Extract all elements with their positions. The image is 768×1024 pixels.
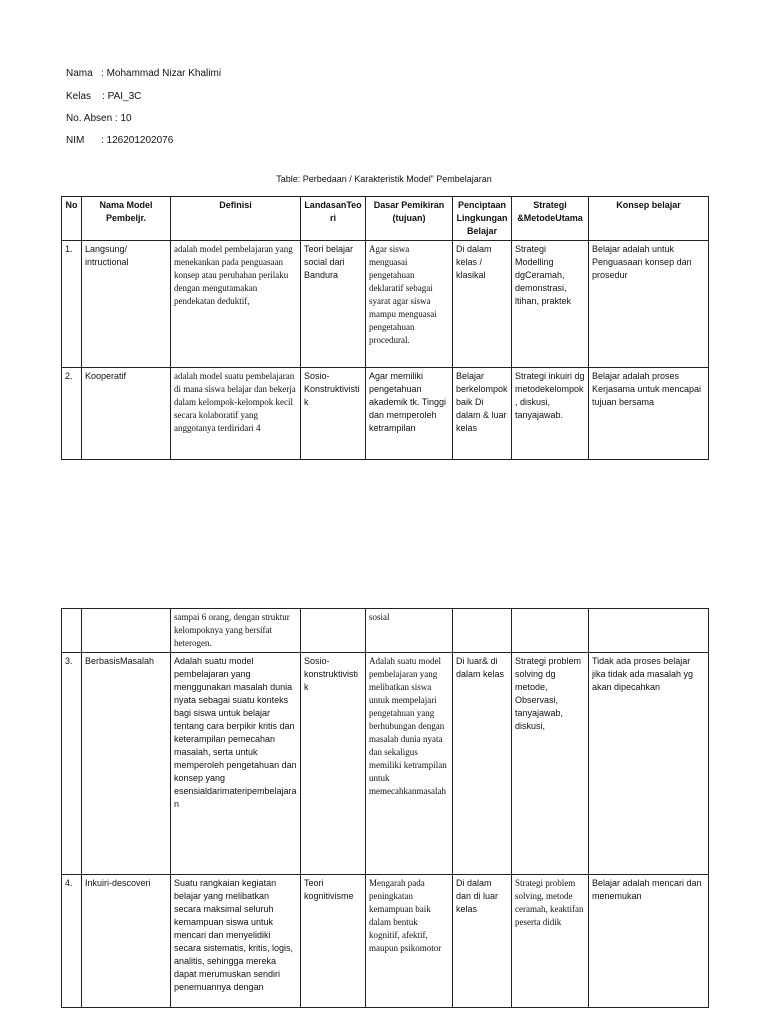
cell-definisi: Suatu rangkaian kegiatan belajar yang melibatkan secara maksimal seluruh kemampuan siswa untuk mencari dan menyelidiki secara sistematis, kritis, logis, analitis, sehingga mereka dapat merumuskan sendiri penemuannya dengan xyxy=(171,875,301,1008)
student-absen-line: No. Absen : 10 xyxy=(66,113,132,124)
student-class-line: Kelas : PAI_3C xyxy=(66,91,142,102)
cell-konsep: Tidak ada proses belajar jika tidak ada masalah yg akan dipecahkan xyxy=(589,653,709,875)
header-strategi: Strategi &MetodeUtama xyxy=(512,197,589,241)
table-caption: Table: Perbedaan / Karakteristik Model” Pembelajaran xyxy=(276,174,492,184)
cell-konsep: Belajar adalah mencari dan menemukan xyxy=(589,875,709,1008)
header-row xyxy=(62,197,709,241)
cell-pencipta: Di luar& di dalam kelas xyxy=(453,653,512,875)
cell-no: 4. xyxy=(62,875,82,1008)
table-row xyxy=(62,241,709,368)
cell-dasar: Adalah suatu model pembelajaran yang melibatkan siswa untuk mempelajari pengetahuan yang berhubungan dengan masalah dunia nyata dan sekaligus memiliki ketrampilan untuk memecahkanmasalah xyxy=(366,653,453,875)
cell-no: 3. xyxy=(62,653,82,875)
header-pencipta: Penciptaan Lingkungan Belajar xyxy=(453,197,512,241)
cell-no: 2. xyxy=(62,368,82,460)
cell-model: Kooperatif xyxy=(82,368,171,460)
table-row xyxy=(62,368,709,460)
cell-definisi: Adalah suatu model pembelajaran yang menggunakan masalah dunia nyata sebagai suatu konteks bagi siswa untuk belajar tentang cara berpikir kritis dan keterampilan pemecahan masalah, serta untuk memperoleh pengetahuan dan konsep yang esensialdarimateripembelajaran xyxy=(171,653,301,875)
cell-landasan: Sosio-konstruktivistik xyxy=(301,653,366,875)
cell-model: BerbasisMasalah xyxy=(82,653,171,875)
cell-definisi: sampai 6 orang, dengan struktur kelompoknya yang bersifat heterogen. xyxy=(171,609,301,653)
table-row xyxy=(62,653,709,875)
cell-konsep: Belajar adalah proses Kerjasama untuk mencapai tujuan bersama xyxy=(589,368,709,460)
student-name-line: Nama : Mohammad Nizar Khalimi xyxy=(66,68,222,79)
comparison-table-part-2 xyxy=(61,608,709,1008)
header-definisi: Definisi xyxy=(171,197,301,241)
cell-strategi: Strategi inkuiri dg metodekelompok, diskusi, tanyajawab. xyxy=(512,368,589,460)
cell-dasar: Mengarah pada peningkatan kemampuan baik dalam bentuk kognitif, afektif, maupun psikomotor xyxy=(366,875,453,1008)
comparison-table-part-1 xyxy=(61,196,709,460)
student-nim-line: NIM : 126201202076 xyxy=(66,135,174,146)
cell-pencipta: Belajar berkelompok baik Di dalam & luar kelas xyxy=(453,368,512,460)
header-landasan: LandasanTeori xyxy=(301,197,366,241)
cell-konsep: Belajar adalah untuk Penguasaan konsep dan prosedur xyxy=(589,241,709,368)
cell-dasar: Agar siswa menguasai pengetahuan deklaratif sebagai syarat agar siswa mampu menguasai pengetahuan procedural. xyxy=(366,241,453,368)
cell-definisi: adalah model pembelajaran yang menekankan pada penguasaan konsep atau perubahan perilaku dengan mengutamakan pendekatan deduktif, xyxy=(171,241,301,368)
cell-strategi: Strategi Modelling dgCeramah, demonstrasi, ltihan, praktek xyxy=(512,241,589,368)
cell-dasar: Agar memiliki pengetahuan akademik tk. Tinggi dan memperoleh ketrampilan xyxy=(366,368,453,460)
cell-pencipta: Di dalam dan di luar kelas xyxy=(453,875,512,1008)
table-row xyxy=(62,875,709,1008)
cell-landasan: Sosio-Konstruktivistik xyxy=(301,368,366,460)
continuation-row xyxy=(62,609,709,653)
header-model: Nama Model Pembeljr. xyxy=(82,197,171,241)
header-no: No xyxy=(62,197,82,241)
cell-landasan: Teori belajar social dari Bandura xyxy=(301,241,366,368)
header-dasar: Dasar Pemikiran (tujuan) xyxy=(366,197,453,241)
cell-dasar: sosial xyxy=(366,609,453,653)
cell-strategi: Strategi problem solving, metode ceramah, keaktifan peserta didik xyxy=(512,875,589,1008)
cell-no: 1. xyxy=(62,241,82,368)
cell-landasan: Teori kognitivisme xyxy=(301,875,366,1008)
cell-pencipta: Di dalam kelas / klasikal xyxy=(453,241,512,368)
cell-definisi: adalah model suatu pembelajaran di mana siswa belajar dan bekerja dalam kelompok-kelompok kecil secara kolaboratif yang anggotanya terdiridari 4 xyxy=(171,368,301,460)
cell-strategi: Strategi problem solving dg metode, Observasi, tanyajawab, diskusi, xyxy=(512,653,589,875)
cell-model: Inkuiri-descoveri xyxy=(82,875,171,1008)
header-konsep: Konsep belajar xyxy=(589,197,709,241)
cell-model: Langsung/ intructional xyxy=(82,241,171,368)
